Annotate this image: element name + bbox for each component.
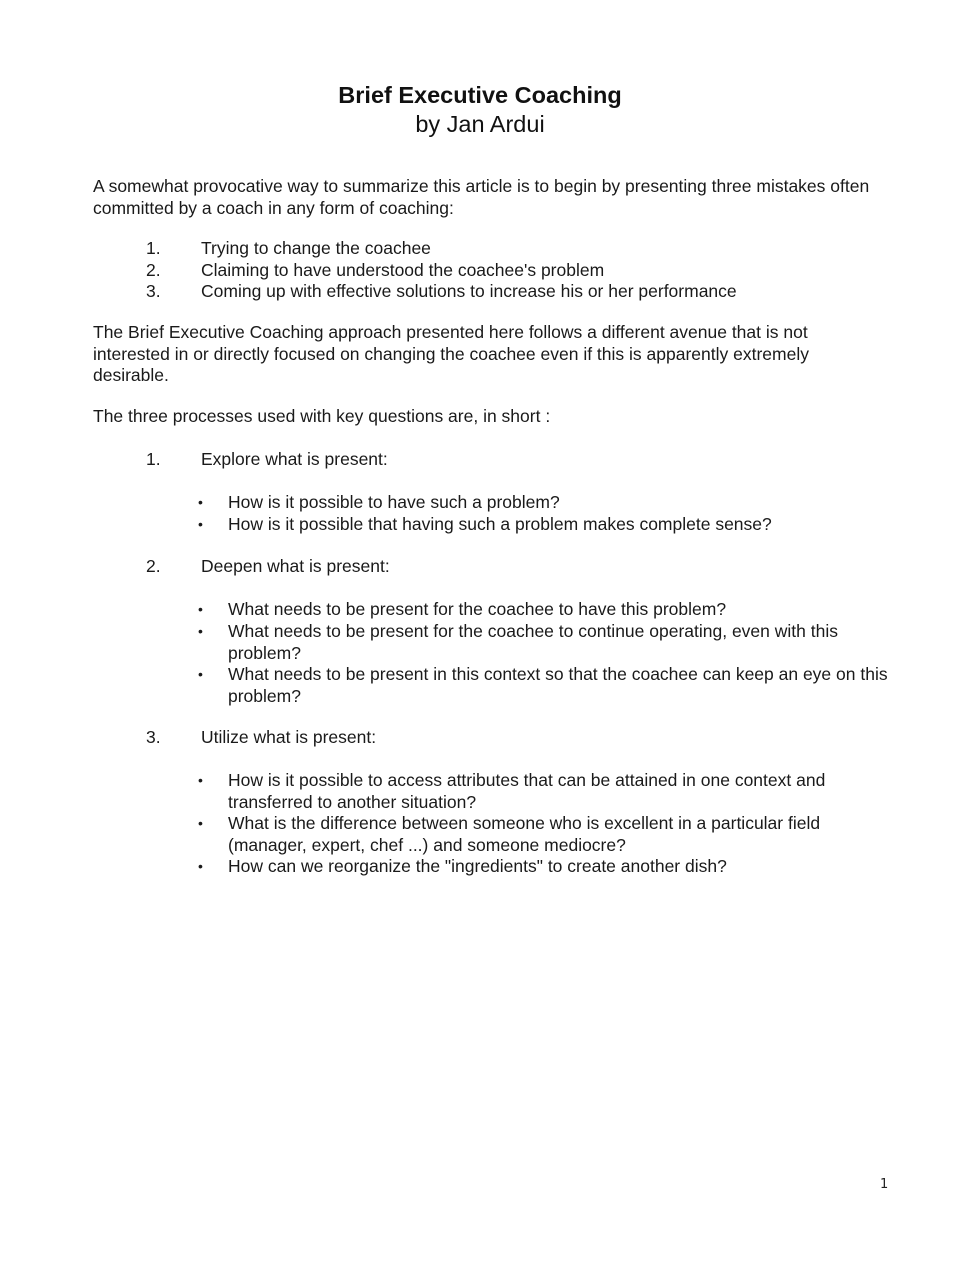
question-text: How is it possible to access attributes that can be attained in one context and transferred to another situation?: [228, 770, 826, 812]
question-text: How is it possible that having such a problem makes complete sense?: [228, 513, 772, 534]
process-heading: [146, 449, 886, 471]
intro-paragraph: A somewhat provocative way to summarize this article is to begin by presenting three mistakes often committed by a coach in any form of coaching:: [93, 176, 870, 218]
list-number: 1.: [146, 449, 161, 469]
process-heading-text: Utilize what is present:: [201, 727, 377, 747]
question-text: What is the difference between someone who is excellent in a particular field (manager, expert, chef ...) and someone mediocre?: [228, 813, 821, 855]
process-heading: [146, 727, 886, 749]
list-number: 3.: [146, 727, 161, 747]
mistake-item: [146, 238, 886, 260]
question-text: What needs to be present for the coachee to continue operating, even with this problem?: [228, 621, 838, 663]
process-heading-text: Deepen what is present:: [201, 556, 390, 576]
document-title: Brief Executive Coaching: [338, 82, 622, 108]
question-text: What needs to be present in this context so that the coachee can keep an eye on this problem?: [228, 664, 888, 706]
list-number: 2.: [146, 259, 161, 280]
bullet-icon: •: [198, 494, 203, 510]
bullet-icon: •: [198, 772, 203, 788]
list-number: 3.: [146, 281, 161, 301]
list-text: Coming up with effective solutions to increase his or her performance: [201, 281, 737, 301]
document-author: by Jan Ardui: [415, 111, 545, 137]
bullet-icon: •: [198, 623, 203, 639]
processes-intro-paragraph: The three processes used with key questions are, in short :: [93, 406, 551, 426]
bullet-icon: •: [198, 666, 203, 682]
bullet-icon: •: [198, 815, 203, 831]
page-number: 1: [880, 1177, 889, 1192]
bullet-icon: •: [198, 515, 203, 532]
bullet-icon: •: [198, 858, 203, 874]
process-heading: [146, 556, 886, 578]
list-text: Trying to change the coachee: [201, 238, 431, 258]
question-text: What needs to be present for the coachee to have this problem?: [228, 599, 727, 619]
list-number: 1.: [146, 238, 161, 258]
process-heading-text: Explore what is present:: [201, 449, 388, 469]
list-text: Claiming to have understood the coachee's problem: [201, 259, 605, 280]
approach-paragraph: The Brief Executive Coaching approach presented here follows a different avenue that is not interested in or directly focused on changing the coachee even if this is apparently extremely desirable.: [93, 322, 809, 385]
mistake-item: [146, 281, 886, 303]
list-number: 2.: [146, 556, 161, 576]
question-text: How can we reorganize the "ingredients" to create another dish?: [228, 856, 727, 876]
question-text: How is it possible to have such a problem?: [228, 492, 560, 512]
mistake-item: [146, 260, 886, 282]
bullet-icon: •: [198, 601, 203, 617]
